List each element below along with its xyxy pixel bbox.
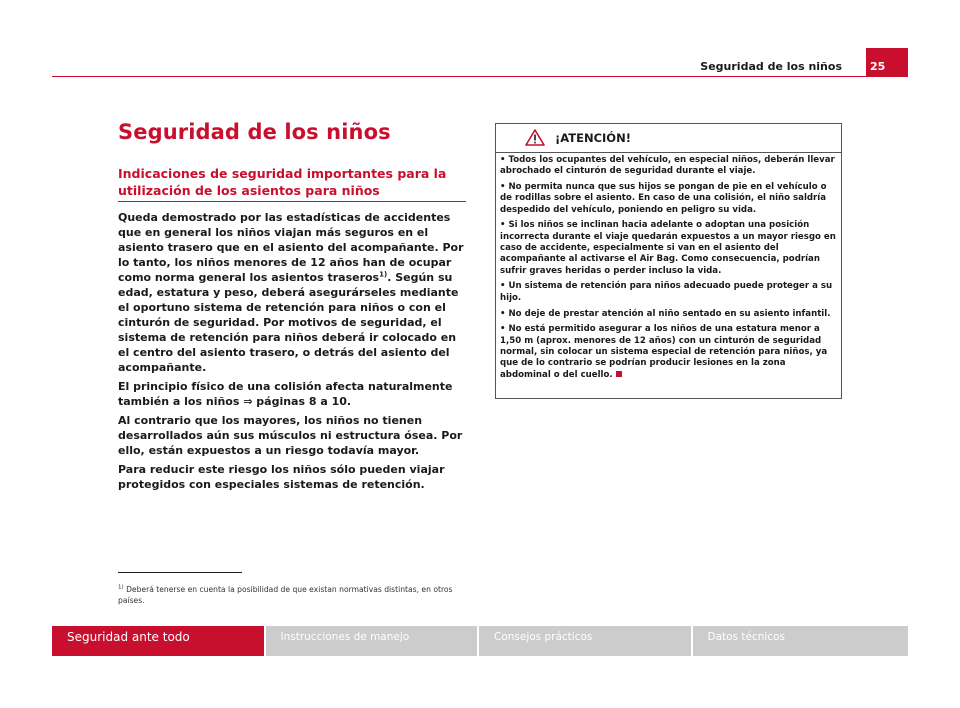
page-reference-link[interactable]: páginas 8 a 10. [252,395,352,408]
page-reference-arrow-icon[interactable]: ⇒ [243,395,253,408]
tab-datos-tecnicos[interactable]: Datos técnicos [693,626,909,656]
section-title: Seguridad de los niños [118,120,391,144]
footnote-marker: 1) [118,584,124,591]
tab-instrucciones-de-manejo[interactable]: Instrucciones de manejo [266,626,478,656]
paragraph-4: Para reducir este riesgo los niños sólo pueden viajar protegidos con especiales sistemas de retención. [118,463,445,491]
warning-item: • No está permitido asegurar a los niños de una estatura menor a 1,50 m (aprox. menores de 12 años) con un cinturón de seguridad normal, sin colocar un sistema especial de retención para niños, ya que de lo contrario se podrían producir lesiones en la zona abdominal o del cuello. [500,324,828,380]
warning-header [496,124,841,153]
paragraph-2: El principio físico de una colisión afecta naturalmente también a los niños ⇒ páginas 8 a 10. [118,380,453,408]
tab-seguridad-ante-todo[interactable]: Seguridad ante todo [52,626,264,656]
header-rule [52,76,908,77]
warning-item: • Todos los ocupantes del vehículo, en especial niños, deberán llevar abrochado el cinturón de seguridad durante el viaje. [500,155,835,177]
chapter-tab-bar [52,626,908,656]
warning-item: • Un sistema de retención para niños adecuado puede proteger a su hijo. [500,281,833,303]
warning-title: ¡ATENCIÓN! [555,131,631,145]
footnote: $^{1)}$ Deberá tenerse en cuenta la posibilidad de que existan normativas distintas, en otros países. [118,584,453,605]
warning-box [495,123,842,399]
warning-item: • No deje de prestar atención al niño sentado en su asiento infantil. [500,308,831,319]
section-subtitle: Indicaciones de seguridad importantes para la utilización de los asientos para niños [118,166,447,198]
end-of-section-icon [616,371,622,377]
body-text [118,210,468,496]
warning-triangle-icon [525,129,545,146]
warning-item: • No permita nunca que sus hijos se pongan de pie en el vehículo o de rodillas sobre el asiento. En caso de una colisión, el niño saldría despedido del vehículo, poniendo en peligro su vida. [500,182,827,215]
paragraph-1: Queda demostrado por las estadísticas de accidentes que en general los niños viajan más seguros en el asiento trasero que en el asiento del acompañante. Por lo tanto, los niños menores de 12 años han de ocupar como norma general los asientos traseros$^{1)}$. Según su edad, estatura y peso, deberá asegurárseles mediante el oportuno sistema de retención para niños o con el cinturón de seguridad. Por motivos de seguridad, el sistema de retención para niños deberá ir colocado en el centro del asiento trasero, o detrás del asiento del acompañante. [118,211,464,374]
paragraph-3: Al contrario que los mayores, los niños no tienen desarrollados aún sus músculos ni estructura ósea. Por ello, están expuestos a un riesgo todavía mayor. [118,414,463,457]
footnote-reference[interactable]: 1) [379,270,388,279]
footnote-rule [118,572,242,573]
warning-body [500,155,836,385]
warning-item: • Si los niños se inclinan hacia adelante o adoptan una posición incorrecta durante el viaje quedarán expuestos a un mayor riesgo en caso de accidente, especialmente si van en el asiento del acompañante al activarse el Air Bag. Como consecuencia, podrían sufrir graves heridas o perder incluso la vida. [500,220,836,276]
tab-consejos-practicos[interactable]: Consejos prácticos [479,626,691,656]
subtitle-rule [118,201,466,202]
page-number: 25 [870,60,886,73]
running-title: Seguridad de los niños [700,60,842,73]
page-number-box [866,48,908,77]
